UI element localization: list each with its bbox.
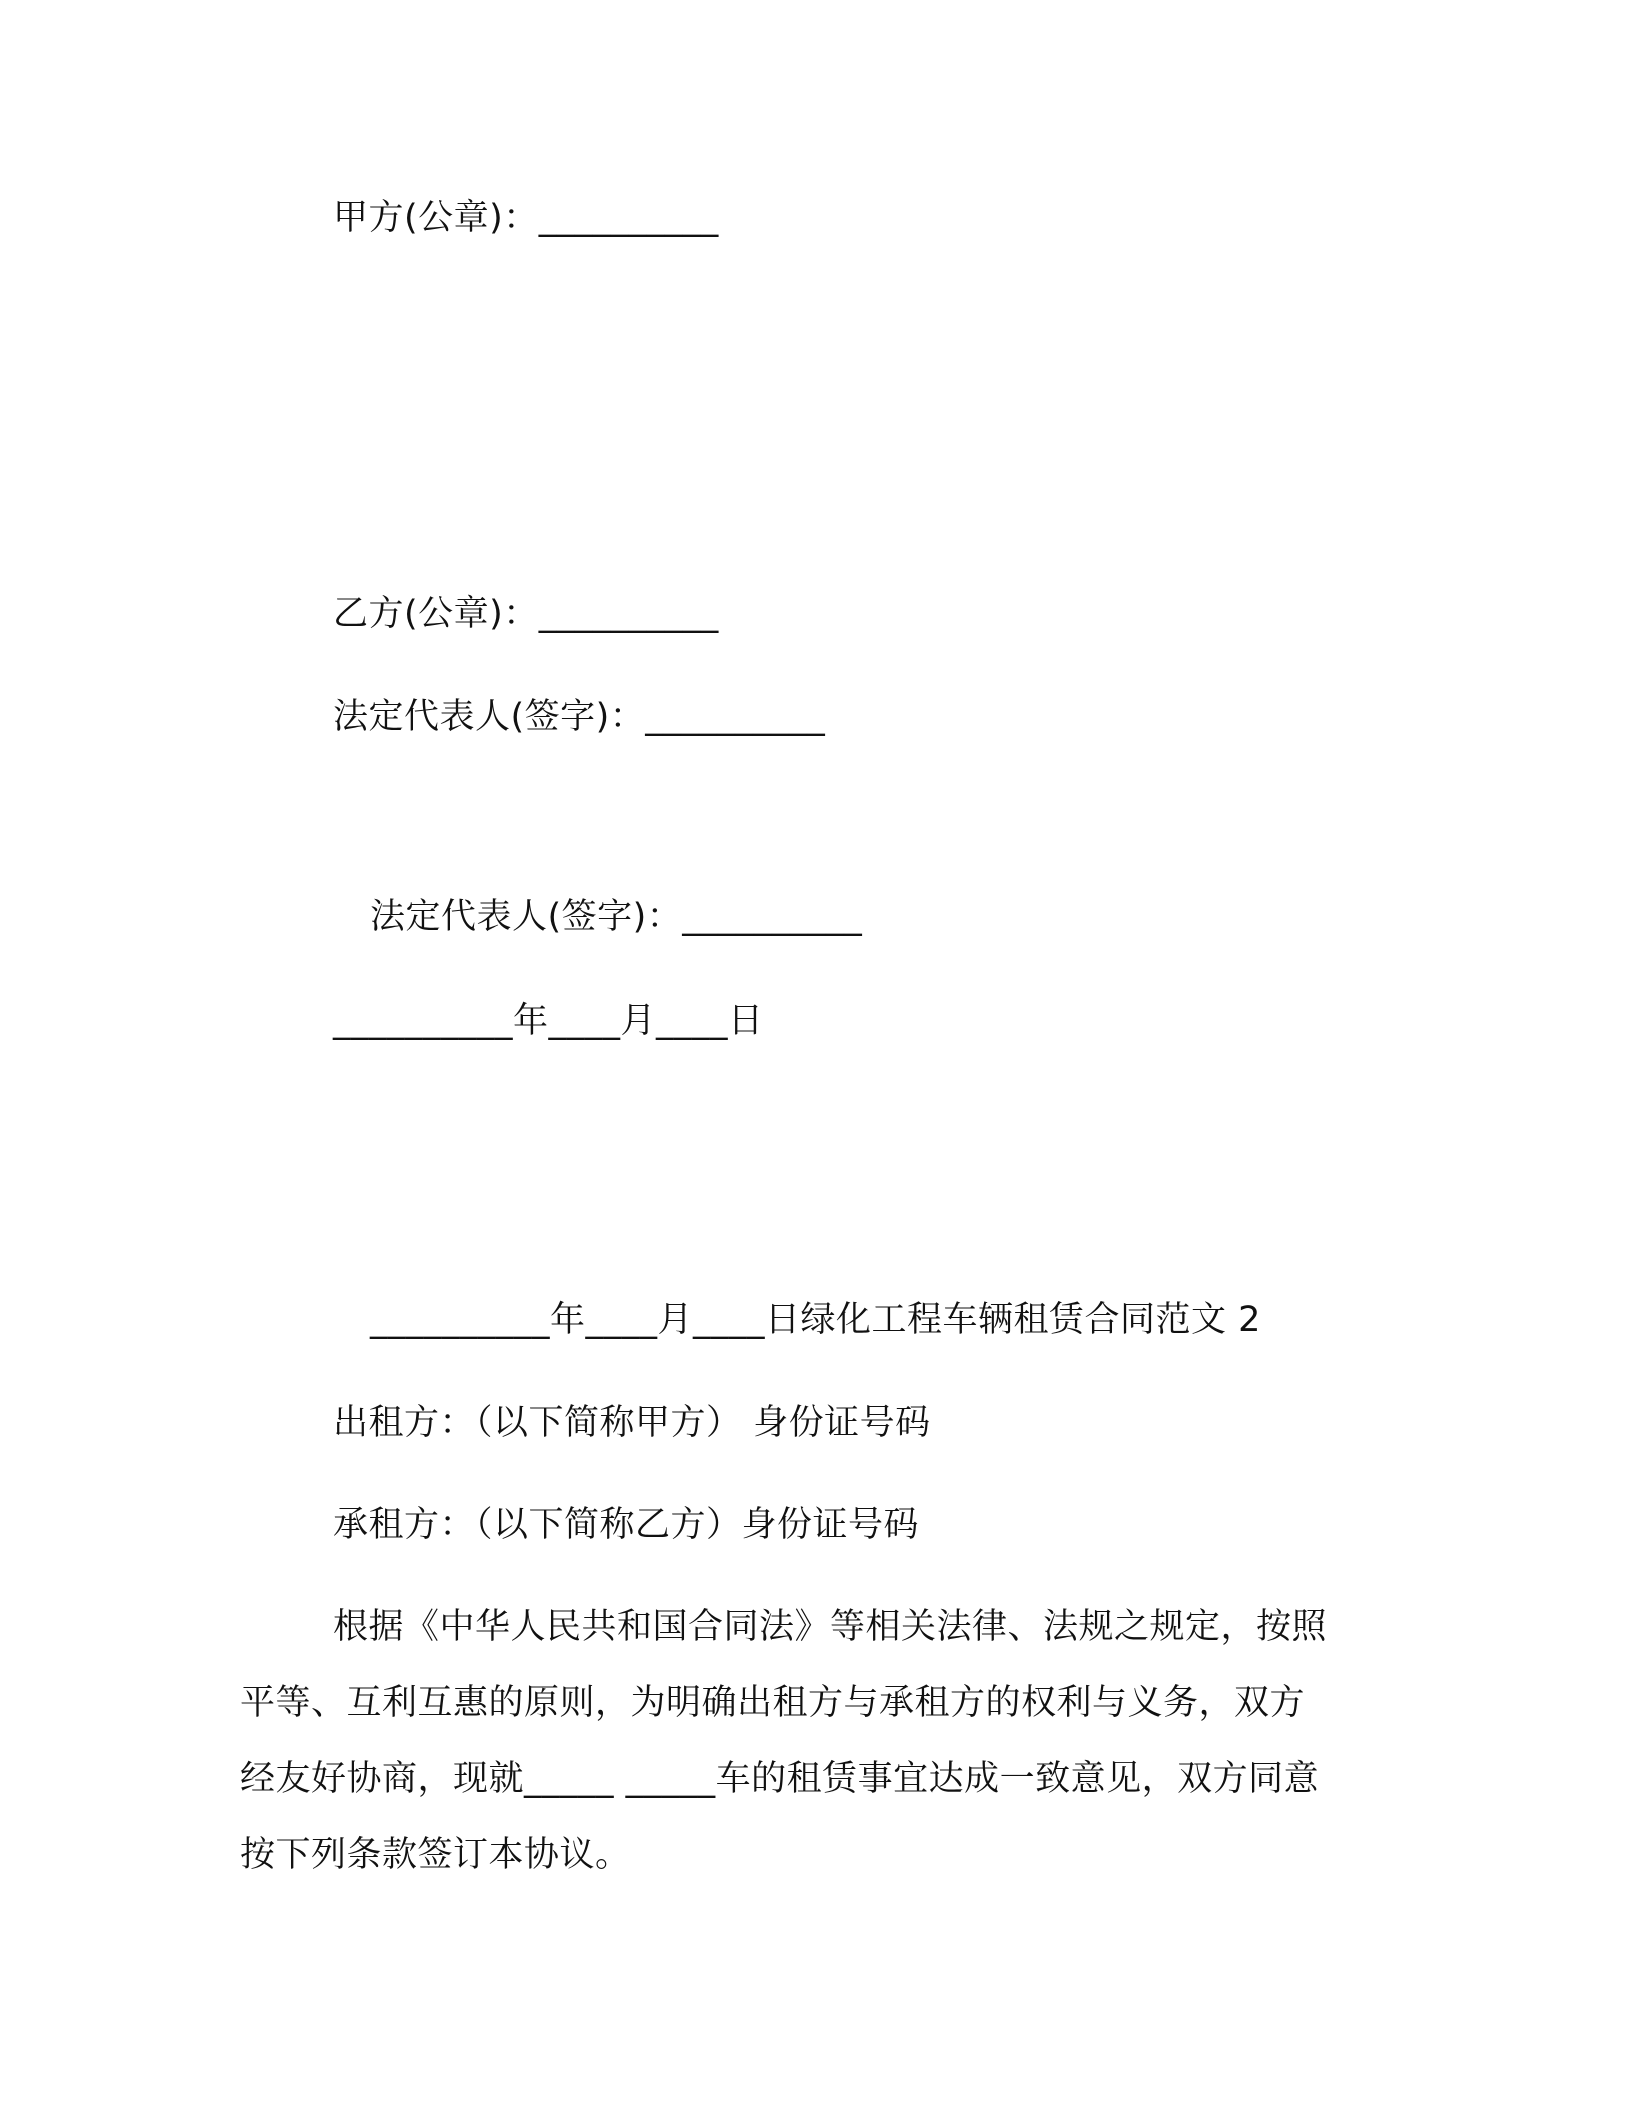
party-b-seal-line: 乙方(公章)：__________	[333, 594, 719, 634]
contract-title-line: __________年____月____日绿化工程车辆租赁合同范文 2	[370, 1300, 1261, 1340]
paragraph-line-4: 按下列条款签订本协议。	[240, 1835, 631, 1875]
legal-representative-line-1: 法定代表人(签字)：__________	[333, 697, 826, 737]
signing-date-line: __________年____月____日	[333, 1001, 764, 1041]
paragraph-line-2: 平等、互利互惠的原则，为明确出租方与承租方的权利与义务，双方	[240, 1683, 1306, 1723]
paragraph-line-1: 根据《中华人民共和国合同法》等相关法律、法规之规定，按照	[333, 1607, 1328, 1647]
lessor-line: 出租方：（以下简称甲方） 身份证号码	[333, 1403, 931, 1443]
lessee-line: 承租方：（以下简称乙方）身份证号码	[333, 1505, 920, 1545]
party-a-seal-line: 甲方(公章)：__________	[333, 198, 719, 238]
paragraph-line-3: 经友好协商，现就_____ _____车的租赁事宜达成一致意见，双方同意	[240, 1759, 1320, 1799]
legal-representative-line-2: 法定代表人(签字)：__________	[370, 897, 863, 937]
